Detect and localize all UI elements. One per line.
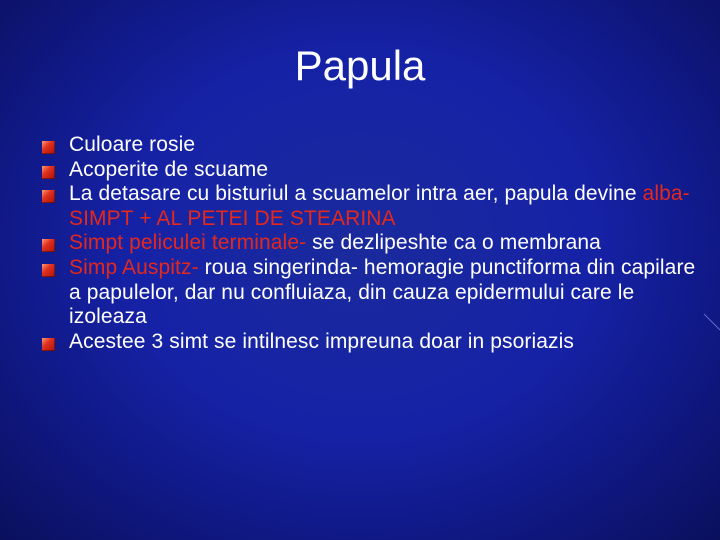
bullet-highlight-text: Simpt peliculei terminale-	[69, 231, 307, 255]
square-bullet-icon	[42, 166, 55, 179]
slide-title: Papula	[294, 42, 426, 89]
bullet-list	[42, 133, 702, 354]
bullet-text: se dezlipeshte ca o membrana	[306, 231, 601, 255]
bullet-text: Culoare rosie	[69, 133, 196, 156]
bullet-text: La detasare cu bisturiul a scuamelor intra aer, papula devine	[69, 182, 643, 206]
bullet-text: Acestee 3 simt se intilnesc impreuna doar in psoriazis	[69, 329, 574, 353]
bullet-item	[42, 231, 702, 256]
bullet-item	[42, 256, 702, 330]
bullet-text: roua singerinda- hemoragie punctiforma din capilare a papulelor, dar nu confluiaza, din cauza epidermului care le izoleaza	[69, 255, 696, 329]
bullet-item	[42, 133, 702, 158]
square-bullet-icon	[42, 239, 55, 252]
square-bullet-icon	[42, 190, 55, 203]
square-bullet-icon	[42, 338, 55, 351]
square-bullet-icon	[42, 264, 55, 277]
bullet-item	[42, 182, 702, 231]
square-bullet-icon	[42, 141, 55, 154]
bullet-highlight-text: Simp Auspitz-	[69, 255, 199, 279]
bullet-item	[42, 158, 702, 183]
bullet-text: Acoperite de scuame	[69, 157, 269, 181]
bullet-item	[42, 330, 702, 355]
bullet-highlight-text: alba- SIMPT + AL PETEI DE STEARINA	[69, 182, 690, 230]
